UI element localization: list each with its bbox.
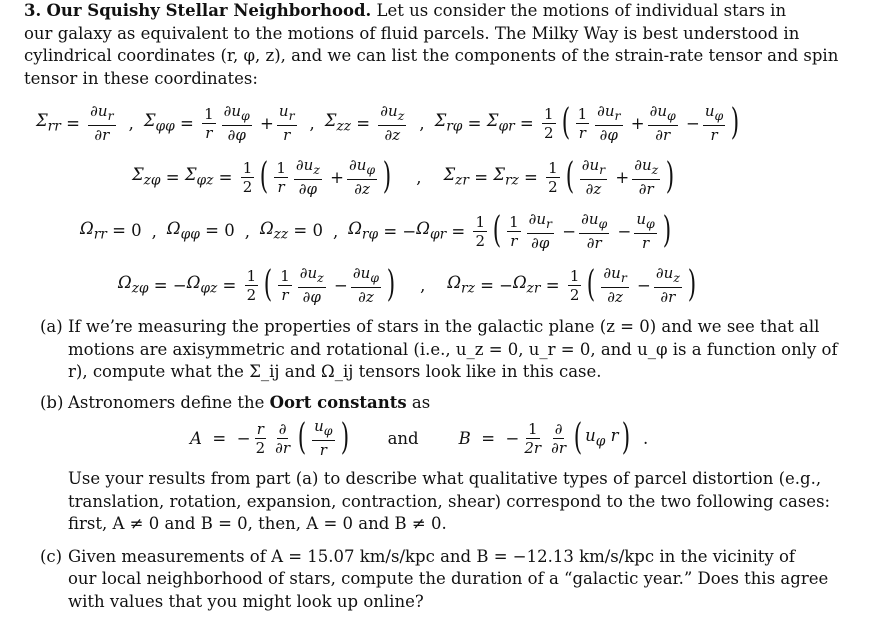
part-b-lead: Astronomers define the bbox=[68, 392, 265, 412]
equation-omega-rz: $\Omega_{rz}$ = − $\Omega_{zr}$ = $\frac{1}{2}$ ( $\frac{\partial u_r}{\partial z}$ − $\frac{\partial u_z}{\partial r}$ ) bbox=[447, 264, 697, 306]
equation-omega-rphi: $\Omega_{r\varphi}$ = − $\Omega_{\varphi r}$ = $\frac{1}{2}$ ( $\frac{1}{r}$ $\frac{\partial u_r}{\partial\varphi}$ − $\frac{\partial u_\varphi}{\partial r}$ − $\frac{u_\varphi}{r}$ ) bbox=[348, 210, 672, 252]
part-c-line: with values that you might look up online? bbox=[68, 591, 424, 611]
equation-sigma-phiphi: $\Sigma_{\varphi\varphi}$ = $\frac{1}{r}$ $\frac{\partial u_\varphi}{\partial\varphi}$ + $\frac{u_r}{r}$ bbox=[143, 102, 295, 144]
equation-sigma-zz: $\Sigma_{zz}$ = $\frac{\partial u_z}{\partial z}$ bbox=[324, 102, 405, 144]
equation-oort-b: B = − $\frac{1}{2r}$ $\frac{\partial}{\partial r}$ ( $u_\varphi$ r ) . bbox=[458, 417, 649, 458]
part-b-tail: as bbox=[411, 392, 431, 412]
oort-equations bbox=[24, 414, 854, 462]
part-b-body bbox=[24, 468, 854, 536]
equation-row-2: $\Sigma_{z\varphi}$ = $\Sigma_{\varphi z}$ = $\frac{1}{2}$ ( $\frac{1}{r}$ $\frac{\partial u_z}{\partial\varphi}$ + $\frac{\partial u_\varphi}{\partial z}$ ) , $\Sigma_{zr}$ = $\Sigma_{rz}$ = $\frac{1}{2}$ ( $\frac{\partial u_r}{\partial z}$ + $\frac{\partial u_z}{\partial r}$ ) bbox=[24, 150, 854, 204]
part-b bbox=[24, 392, 854, 415]
intro-line: cylindrical coordinates (r, φ, z), and we can list the components of the strain-rate tensor and spin bbox=[24, 46, 839, 65]
equation-omega-phiphi: $\Omega_{\varphi\varphi}$ = 0 bbox=[166, 219, 235, 243]
part-b-line: translation, rotation, expansion, contraction, shear) correspond to the two following cases: bbox=[68, 491, 831, 511]
part-b-line: Use your results from part (a) to describe what qualitative types of parcel distortion (e.g., bbox=[68, 469, 822, 488]
part-a-line: motions are axisymmetric and rotational (i.e., u_z = 0, u_r = 0, and u_φ is a function only of bbox=[68, 339, 838, 359]
equation-omega-zz: $\Omega_{zz}$ = 0 bbox=[259, 219, 323, 243]
equation-sigma-rr: $\Sigma_{rr}$ = $\frac{\partial u_r}{\partial r}$ bbox=[36, 102, 114, 144]
part-a-label: (a) bbox=[40, 317, 63, 336]
equation-row-1: $\Sigma_{rr}$ = $\frac{\partial u_r}{\partial r}$ , $\Sigma_{\varphi\varphi}$ = $\frac{1}{r}$ $\frac{\partial u_\varphi}{\partial\varphi}$ + $\frac{u_r}{r}$ , $\Sigma_{zz}$ = $\frac{\partial u_z}{\partial z}$ , $\Sigma_{r\varphi}$ = $\Sigma_{\varphi r}$ = $\frac{1}{2}$ ( $\frac{1}{r}$ $\frac{\partial u_r}{\partial\varphi}$ + $\frac{\partial u_\varphi}{\partial r}$ − $\frac{u_\varphi}{r}$ ) bbox=[24, 96, 854, 150]
problem-title: Our Squishy Stellar Neighborhood. bbox=[46, 1, 372, 20]
part-a-line: If we’re measuring the properties of stars in the galactic plane (z = 0) and we see that all bbox=[68, 317, 820, 336]
part-a bbox=[24, 316, 854, 384]
intro-line: Let us consider the motions of individual stars in bbox=[376, 1, 787, 20]
intro-line: our galaxy as equivalent to the motions of fluid parcels. The Milky Way is best understood in bbox=[24, 23, 800, 43]
part-a-line: r), compute what the Σ_ij and Ω_ij tensors look like in this case. bbox=[68, 362, 602, 381]
problem-intro bbox=[24, 0, 854, 90]
oort-constants-term: Oort constants bbox=[269, 392, 407, 412]
equation-sigma-zphi: $\Sigma_{z\varphi}$ = $\Sigma_{\varphi z}$ = $\frac{1}{2}$ ( $\frac{1}{r}$ $\frac{\partial u_z}{\partial\varphi}$ + $\frac{\partial u_\varphi}{\partial z}$ ) bbox=[132, 156, 392, 198]
equation-sigma-zr: $\Sigma_{zr}$ = $\Sigma_{rz}$ = $\frac{1}{2}$ ( $\frac{\partial u_r}{\partial z}$ + $\frac{\partial u_z}{\partial r}$ ) bbox=[443, 156, 675, 198]
part-b-label: (b) bbox=[40, 392, 64, 412]
part-c-label: (c) bbox=[40, 546, 63, 566]
oort-and: and bbox=[387, 428, 419, 448]
intro-line: tensor in these coordinates: bbox=[24, 68, 258, 88]
equation-omega-zphi: $\Omega_{z\varphi}$ = − $\Omega_{\varphi z}$ = $\frac{1}{2}$ ( $\frac{1}{r}$ $\frac{\partial u_z}{\partial\varphi}$ − $\frac{\partial u_\varphi}{\partial z}$ ) bbox=[118, 264, 396, 306]
problem-number: 3. bbox=[24, 1, 42, 20]
part-c-line: our local neighborhood of stars, compute the duration of a “galactic year.” Does this agree bbox=[68, 569, 829, 588]
equation-oort-a: A = − $\frac{r}{2}$ $\frac{\partial}{\partial r}$ ( $\frac{u_\varphi}{r}$ ) bbox=[190, 417, 349, 459]
part-b-line: first, A ≠ 0 and B = 0, then, A = 0 and B ≠ 0. bbox=[68, 514, 447, 533]
part-c-line: Given measurements of A = 15.07 km/s/kpc and B = −12.13 km/s/kpc in the vicinity of bbox=[68, 546, 796, 566]
equation-omega-rr: $\Omega_{rr}$ = 0 bbox=[80, 219, 142, 243]
part-b-intro bbox=[68, 392, 854, 415]
equation-sigma-rphi: $\Sigma_{r\varphi}$ = $\Sigma_{\varphi r}$ = $\frac{1}{2}$ ( $\frac{1}{r}$ $\frac{\partial u_r}{\partial\varphi}$ + $\frac{\partial u_\varphi}{\partial r}$ − $\frac{u_\varphi}{r}$ ) bbox=[434, 102, 740, 144]
equation-block bbox=[24, 96, 854, 312]
part-c bbox=[24, 546, 854, 614]
equation-row-3: $\Omega_{rr}$ = 0 , $\Omega_{\varphi\varphi}$ = 0 , $\Omega_{zz}$ = 0 , $\Omega_{r\varphi}$ = − $\Omega_{\varphi r}$ = $\frac{1}{2}$ ( $\frac{1}{r}$ $\frac{\partial u_r}{\partial\varphi}$ − $\frac{\partial u_\varphi}{\partial r}$ − $\frac{u_\varphi}{r}$ ) bbox=[24, 204, 854, 258]
equation-row-4: $\Omega_{z\varphi}$ = − $\Omega_{\varphi z}$ = $\frac{1}{2}$ ( $\frac{1}{r}$ $\frac{\partial u_z}{\partial\varphi}$ − $\frac{\partial u_\varphi}{\partial z}$ ) , $\Omega_{rz}$ = − $\Omega_{zr}$ = $\frac{1}{2}$ ( $\frac{\partial u_r}{\partial z}$ − $\frac{\partial u_z}{\partial r}$ ) bbox=[24, 258, 854, 312]
problem-document bbox=[24, 0, 854, 613]
